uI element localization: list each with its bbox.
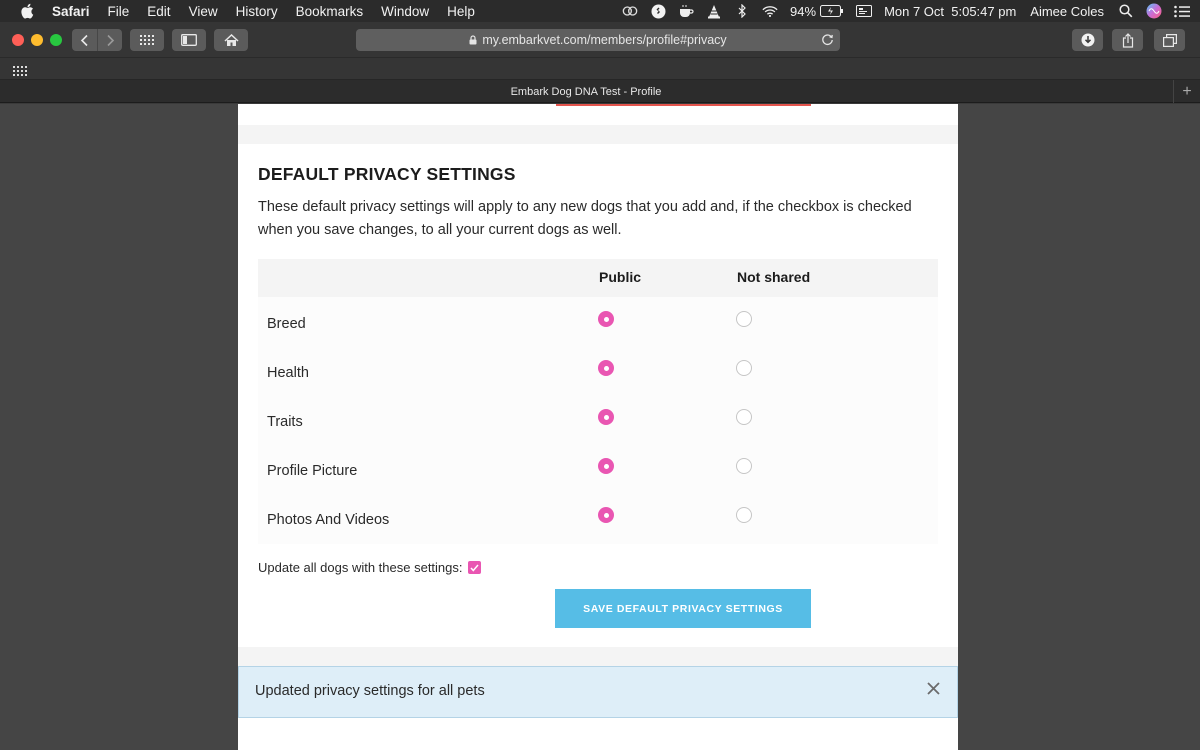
active-tab[interactable] <box>0 80 1172 103</box>
traits-not-shared-radio[interactable] <box>736 409 752 425</box>
privacy-row-profile-picture <box>258 449 938 498</box>
checkmark-icon <box>470 564 479 572</box>
photos-and-videos-not-shared-radio[interactable] <box>736 507 752 523</box>
privacy-settings-card <box>238 144 958 647</box>
forward-button[interactable] <box>97 29 122 51</box>
privacy-row-traits <box>258 400 938 449</box>
favorites-bar <box>0 58 1200 80</box>
update-all-dogs-row <box>258 560 481 575</box>
section-description: These default privacy settings will apply to any new dogs that you add and, if the checkbox is checked when you save changes, to all your current dogs as well. <box>258 199 912 238</box>
privacy-table-header <box>258 259 938 297</box>
section-divider <box>238 125 958 144</box>
sidebar-toggle-button[interactable] <box>172 29 206 51</box>
breed-not-shared-radio[interactable] <box>736 311 752 327</box>
coffee-cup-icon[interactable] <box>678 4 694 18</box>
menu-bar <box>0 0 1200 22</box>
creative-cloud-icon[interactable] <box>622 4 638 18</box>
display-mirroring-icon[interactable] <box>856 4 872 18</box>
zoom-window-button[interactable] <box>50 34 62 46</box>
spotlight-search-icon[interactable] <box>1118 4 1134 18</box>
privacy-table <box>258 259 938 544</box>
previous-section-card <box>238 104 958 125</box>
health-not-shared-radio[interactable] <box>736 360 752 376</box>
tab-title: Embark Dog DNA Test - Profile <box>510 85 662 98</box>
tab-overview-button[interactable] <box>1154 29 1185 51</box>
privacy-row-breed <box>258 302 938 351</box>
menubar-clock[interactable]: Mon 7 Oct 5:05:47 pm <box>884 3 1017 19</box>
reload-icon[interactable] <box>821 33 834 49</box>
browser-toolbar <box>0 22 1200 58</box>
column-header-public: Public <box>599 269 642 285</box>
column-header-not-shared: Not shared <box>737 269 811 285</box>
lock-icon <box>469 35 477 45</box>
row-label: Health <box>267 365 309 381</box>
profile-picture-not-shared-radio[interactable] <box>736 458 752 474</box>
menu-bookmarks[interactable]: Bookmarks <box>295 3 364 19</box>
close-window-button[interactable] <box>12 34 24 46</box>
tab-bar <box>0 80 1200 103</box>
siri-icon[interactable] <box>1146 4 1162 18</box>
section-divider <box>238 647 958 667</box>
traits-public-radio[interactable] <box>598 409 614 425</box>
row-label: Breed <box>267 316 306 332</box>
bluetooth-icon[interactable] <box>734 4 750 18</box>
menu-help[interactable]: Help <box>447 3 475 19</box>
navigation-buttons <box>72 29 122 51</box>
new-tab-button[interactable]: + <box>1173 80 1200 103</box>
close-icon[interactable] <box>926 681 940 695</box>
notification-toast <box>238 666 958 718</box>
wifi-icon[interactable] <box>762 4 778 18</box>
menu-edit[interactable]: Edit <box>147 3 171 19</box>
apple-icon[interactable] <box>18 3 36 19</box>
share-button[interactable] <box>1112 29 1143 51</box>
section-title: DEFAULT PRIVACY SETTINGS <box>258 164 516 184</box>
show-all-bookmarks-icon[interactable] <box>13 63 27 81</box>
privacy-row-photos-and-videos <box>258 498 938 547</box>
update-all-dogs-checkbox[interactable] <box>468 561 481 574</box>
url-text: my.embarkvet.com/members/profile#privacy <box>482 33 727 47</box>
web-viewport <box>0 104 1200 750</box>
menu-app-name[interactable]: Safari <box>52 3 90 19</box>
downloads-button[interactable] <box>1072 29 1103 51</box>
minimize-window-button[interactable] <box>31 34 43 46</box>
menu-window[interactable]: Window <box>381 3 430 19</box>
update-all-dogs-label: Update all dogs with these settings: <box>258 560 463 575</box>
save-default-privacy-settings-button[interactable]: SAVE DEFAULT PRIVACY SETTINGS <box>555 589 811 628</box>
menu-history[interactable]: History <box>235 3 278 19</box>
menu-file[interactable]: File <box>107 3 130 19</box>
profile-picture-public-radio[interactable] <box>598 458 614 474</box>
menu-view[interactable]: View <box>188 3 218 19</box>
battery-charging-icon[interactable] <box>820 4 844 18</box>
breed-public-radio[interactable] <box>598 311 614 327</box>
vlc-cone-icon[interactable] <box>706 4 722 18</box>
row-label: Photos And Videos <box>267 512 390 528</box>
notification-center-icon[interactable] <box>1174 4 1190 18</box>
battery-percent: 94% <box>790 3 817 19</box>
toast-message: Updated privacy settings for all pets <box>255 683 485 699</box>
home-button[interactable] <box>214 29 248 51</box>
row-label: Traits <box>267 414 303 430</box>
address-bar[interactable] <box>356 29 840 51</box>
shazam-icon[interactable] <box>650 4 666 18</box>
top-sites-button[interactable] <box>130 29 164 51</box>
page-content <box>238 104 958 750</box>
menubar-user[interactable]: Aimee Coles <box>1030 3 1104 19</box>
previous-section-button-edge[interactable] <box>556 104 811 106</box>
privacy-row-health <box>258 351 938 400</box>
row-label: Profile Picture <box>267 463 358 479</box>
back-button[interactable] <box>72 29 97 51</box>
health-public-radio[interactable] <box>598 360 614 376</box>
photos-and-videos-public-radio[interactable] <box>598 507 614 523</box>
